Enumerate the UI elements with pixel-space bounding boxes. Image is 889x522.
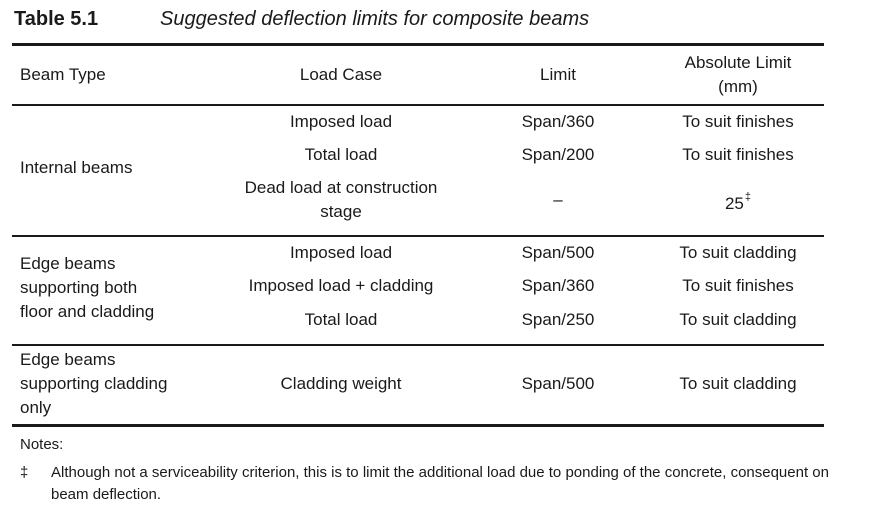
load-case-cell: Total load <box>304 145 378 164</box>
notes-heading: Notes: <box>20 436 64 453</box>
load-case-cell: Imposed load + cladding <box>248 276 434 295</box>
beam-type-internal: Internal beams <box>20 158 133 177</box>
group-divider-2 <box>12 344 824 346</box>
absolute-limit-cell: To suit finishes <box>682 276 794 295</box>
load-case-cell: Imposed load <box>289 112 393 131</box>
header-rule <box>12 104 824 106</box>
limit-cell: – <box>553 190 563 209</box>
absolute-limit-cell: To suit cladding <box>679 310 797 329</box>
table-caption <box>14 4 590 34</box>
beam-type-edge-floor-cladding-line2: supporting both <box>20 278 138 297</box>
limit-cell: Span/250 <box>521 310 595 329</box>
header-absolute-limit: Absolute Limit <box>684 53 792 72</box>
footnote-symbol: ‡ <box>20 464 29 481</box>
absolute-limit-cell: To suit finishes <box>682 112 794 131</box>
beam-type-edge-cladding-only-line3: only <box>20 398 52 417</box>
group-divider-1 <box>12 235 824 237</box>
limit-cell: Span/500 <box>521 374 595 393</box>
limit-cell: Span/360 <box>521 112 595 131</box>
footnote-text: Although not a serviceability criterion, this is to limit the additional load due to ponding of the concrete, consequent on beam deflection. <box>51 464 829 503</box>
absolute-limit-cell: To suit cladding <box>679 374 797 393</box>
load-case-cell: Cladding weight <box>280 374 402 393</box>
limit-cell: Span/500 <box>521 243 595 262</box>
table-title: Suggested deflection limits for composite beams <box>160 8 590 30</box>
load-case-cell: Dead load at construction <box>244 178 438 197</box>
bottom-rule <box>12 424 824 427</box>
beam-type-edge-floor-cladding-line3: floor and cladding <box>20 302 155 321</box>
header-limit: Limit <box>540 65 576 84</box>
beam-type-edge-cladding-only-line2: supporting cladding <box>20 374 168 393</box>
top-rule <box>12 43 824 46</box>
table-number: Table 5.1 <box>14 8 99 30</box>
header-beam-type: Beam Type <box>20 65 106 84</box>
limit-cell: Span/360 <box>521 276 595 295</box>
header-load-case: Load Case <box>299 65 383 84</box>
absolute-limit-cell <box>652 192 824 218</box>
beam-type-edge-cladding-only: Edge beams <box>20 350 116 369</box>
absolute-limit-value: 25 <box>724 194 744 213</box>
footnote-marker: ‡ <box>744 191 752 203</box>
beam-type-edge-floor-cladding: Edge beams <box>20 254 116 273</box>
load-case-cell: Imposed load <box>289 243 393 262</box>
absolute-limit-cell: To suit cladding <box>679 243 797 262</box>
limit-cell: Span/200 <box>521 145 595 164</box>
header-absolute-limit-unit: (mm) <box>718 77 758 96</box>
absolute-limit-cell: To suit finishes <box>682 145 794 164</box>
load-case-cell: Total load <box>304 310 378 329</box>
load-case-cell-continued: stage <box>320 202 362 221</box>
